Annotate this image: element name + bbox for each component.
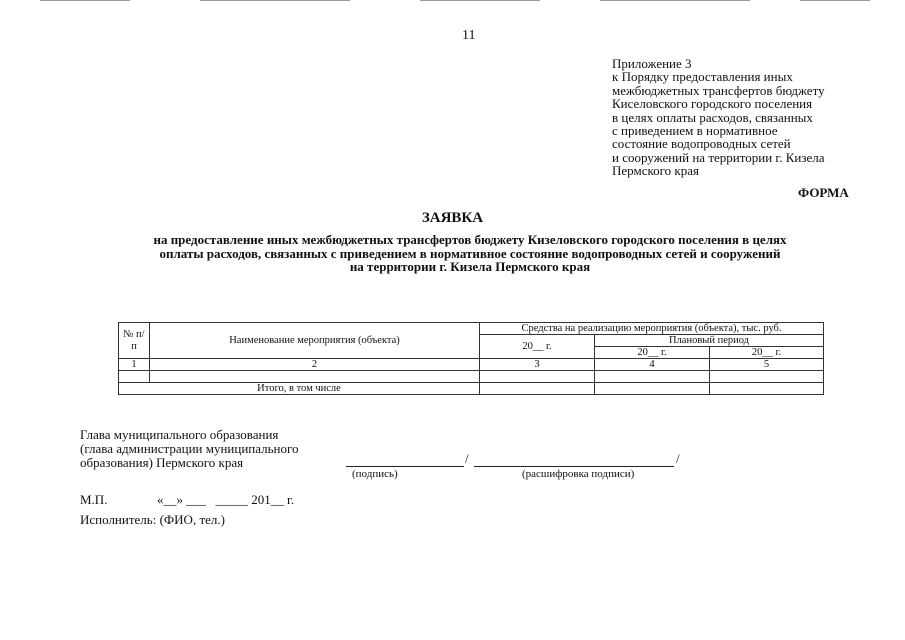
empty-cell [710,371,824,383]
transcript-caption: (расшифровка подписи) [522,468,635,480]
subtitle-line: на предоставление иных межбюджетных трансфертов бюджету Кизеловского городского поселения в целях [153,232,787,247]
scan-edge-line [200,0,350,1]
header-plan-year-1: 20__ г. [595,347,710,359]
empty-cell [595,383,710,395]
appendix-line: в целях оплаты расходов, связанных [612,109,813,125]
header-plan-year-2: 20__ г. [710,347,824,359]
signature-line [346,466,464,467]
signature-caption: (подпись) [352,468,398,480]
slash: / [465,451,469,466]
signatory-line: Глава муниципального образования [80,427,279,442]
header-num: № п/п [119,323,150,359]
appendix-line: состояние водопроводных сетей [612,136,791,152]
date-field: «__» ___ _____ 201__ г. [157,492,295,507]
signatory-line: (глава администрации муниципального [80,441,299,456]
index-cell: 3 [480,359,595,371]
scan-edge-line [40,0,130,1]
document-title: ЗАЯВКА [421,210,484,226]
table-row [119,371,824,383]
header-plan-period: Плановый период [595,335,824,347]
document-subtitle [80,233,860,274]
appendix-line: Киселовского городского поселения [612,96,813,112]
forma-label: ФОРМА [798,185,849,200]
appendix-line: и сооружений на территории г. Кизела [612,149,825,165]
empty-cell [480,383,595,395]
table-row [119,383,824,395]
signatory-line: образования) Пермского края [80,455,244,470]
total-label: Итого, в том числе [119,383,480,395]
scan-edge-line [420,0,540,1]
slash: / [676,451,680,466]
empty-cell [150,371,480,383]
empty-cell [710,383,824,395]
appendix-line: с приведением в нормативное [612,123,778,139]
empty-cell [480,371,595,383]
stamp-place: М.П. [80,492,108,507]
scan-edge-line [600,0,750,1]
transcript-line [474,466,674,467]
index-cell: 4 [595,359,710,371]
subtitle-line: на территории г. Кизела Пермского края [349,259,591,274]
appendix-line: Приложение 3 [612,56,692,71]
signatory-title [80,428,299,470]
appendix-block [612,57,825,178]
scan-edge-line [800,0,870,1]
subtitle-line: оплаты расходов, связанных с приведением в нормативное состояние водопроводных сетей и сооружений [159,245,781,261]
header-funds: Средства на реализацию мероприятия (объекта), тыс. руб. [480,323,824,335]
funding-request-table [118,322,824,395]
page-number: 11 [462,28,476,43]
header-current-year: 20__ г. [480,335,595,359]
index-cell: 2 [150,359,480,371]
table-row [119,359,824,371]
appendix-line: Пермского края [612,163,699,179]
empty-cell [595,371,710,383]
appendix-line: межбюджетных трансфертов бюджету [612,82,825,98]
header-name: Наименование мероприятия (объекта) [150,323,480,359]
executor-field: Исполнитель: (ФИО, тел.) [80,512,225,527]
index-cell: 5 [710,359,824,371]
index-cell: 1 [119,359,150,371]
empty-cell [119,371,150,383]
appendix-line: к Порядку предоставления иных [612,69,793,85]
